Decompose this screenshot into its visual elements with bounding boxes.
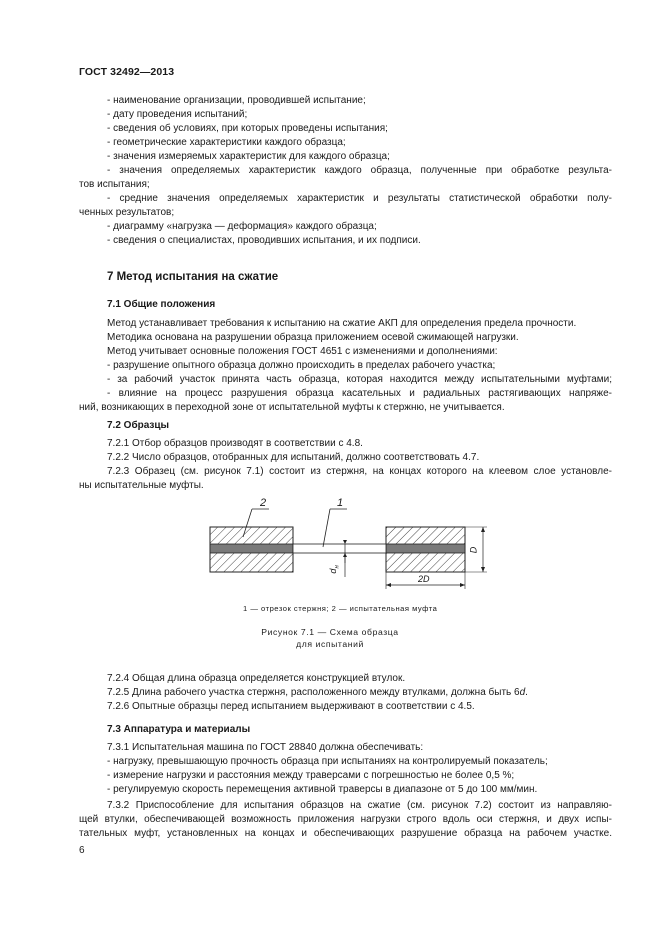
paragraph-line: Метод устанавливает требования к испытанию на сжатие АКП для определения предела прочности. [107,318,577,329]
list-item-continuation: ченных результатов; [79,207,175,218]
list-item: - сведения об условиях, при которых проведены испытания; [107,123,388,134]
paragraph-line: - регулируемую скорость перемещения активной траверсы в диапазоне от 5 до 100 мм/мин. [107,784,538,795]
subsection-heading: 7.1 Общие положения [107,299,216,310]
specimen-diagram [205,497,495,589]
page-number: 6 [79,845,85,856]
paragraph-line: 7.3.1 Испытательная машина по ГОСТ 28840 должна обеспечивать: [107,742,424,753]
specimen-drawing [205,497,495,589]
paragraph-line: 7.2.6 Опытные образцы перед испытанием выдерживают в соответствии с 4.5. [107,701,475,712]
paragraph-line: ны испытательные муфты. [79,480,204,491]
list-item: - наименование организации, проводившей испытание; [107,95,366,106]
list-item: - сведения о специалистах, проводивших испытания, и их подписи. [107,235,421,246]
figure-caption: Рисунок 7.1 — Схема образца [261,627,399,637]
list-item: - средние значения определяемых характеристик и результаты статистической обработки полу- [107,193,612,204]
paragraph-line: - влияние на процесс разрушения образца касательных и радиальных растягивающих напряже- [107,388,612,399]
rod-in-left-sleeve [210,544,293,553]
section-heading: 7 Метод испытания на сжатие [107,271,279,283]
figure-caption-cont: для испытаний [296,639,364,649]
subsection-heading: 7.2 Образцы [107,420,170,431]
paragraph-line: - измерение нагрузки и расстояния между траверсами с погрешностью не более 0,5 %; [107,770,515,781]
list-item: - геометрические характеристики каждого образца; [107,137,346,148]
paragraph-line: Методика основана на разрушении образца приложением осевой сжимающей нагрузки. [107,332,519,343]
paragraph-line: - за рабочий участок принята часть образца, которая находится между испытательными муфтами; [107,374,612,385]
paragraph-line: 7.2.2 Число образцов, отобранных для испытаний, должно соответствовать 4.7. [107,452,480,463]
list-item: - диаграмму «нагрузка — деформация» каждого образца; [107,221,377,232]
sleeve-label: 2 [260,497,267,509]
paragraph-line: 7.2.1 Отбор образцов производят в соответствии с 4.8. [107,438,363,449]
rod-working-part [293,544,386,553]
rod-diameter-label: $d_н$ [327,565,341,574]
figure-legend: 1 — отрезок стержня; 2 — испытательная муфта [243,604,438,613]
rod-label: 1 [337,497,344,509]
paragraph-line: тательных муфт, установленных на концах и обеспечивающих разрушение образца на рабочем участке. [79,828,612,839]
paragraph-line: 7.2.3 Образец (см. рисунок 7.1) состоит из стержня, на концах которого на клеевом слое установле- [107,466,612,477]
paragraph-line: щей втулки, обеспечивающей возможность приложения нагрузки строго вдоль оси стержня, и двух испы- [79,814,612,825]
list-item-continuation: тов испытания; [79,179,150,190]
outer-diameter-label: D [468,546,479,554]
subsection-heading: 7.3 Аппаратура и материалы [107,724,251,735]
list-item: - значения измеряемых характеристик для каждого образца; [107,151,390,162]
paragraph-line: 7.2.4 Общая длина образца определяется конструкцией втулок. [107,673,406,684]
paragraph-line: - разрушение опытного образца должно происходить в пределах рабочего участка; [107,360,496,371]
paragraph-line: 7.2.5 Длина рабочего участка стержня, расположенного между втулками, должна быть 6d. [107,687,528,698]
list-item: - значения определяемых характеристик каждого образца, полученные при обработке результа- [107,165,612,176]
sleeve-length-label: 2D [418,574,430,584]
paragraph-line: Метод учитывает основные положения ГОСТ 4651 с изменениями и дополнениями: [107,346,498,357]
document-code: ГОСТ 32492—2013 [79,66,175,78]
rod-in-right-sleeve [386,544,465,553]
paragraph-line: ний, возникающих в переходной зоне от испытательной муфты к стержню, не учитывается. [79,402,505,413]
paragraph-line: - нагрузку, превышающую прочность образца при испытаниях на контролируемый показатель; [107,756,548,767]
list-item: - дату проведения испытаний; [107,109,248,120]
paragraph-line: 7.3.2 Приспособление для испытания образцов на сжатие (см. рисунок 7.2) состоит из направляю- [107,800,612,811]
